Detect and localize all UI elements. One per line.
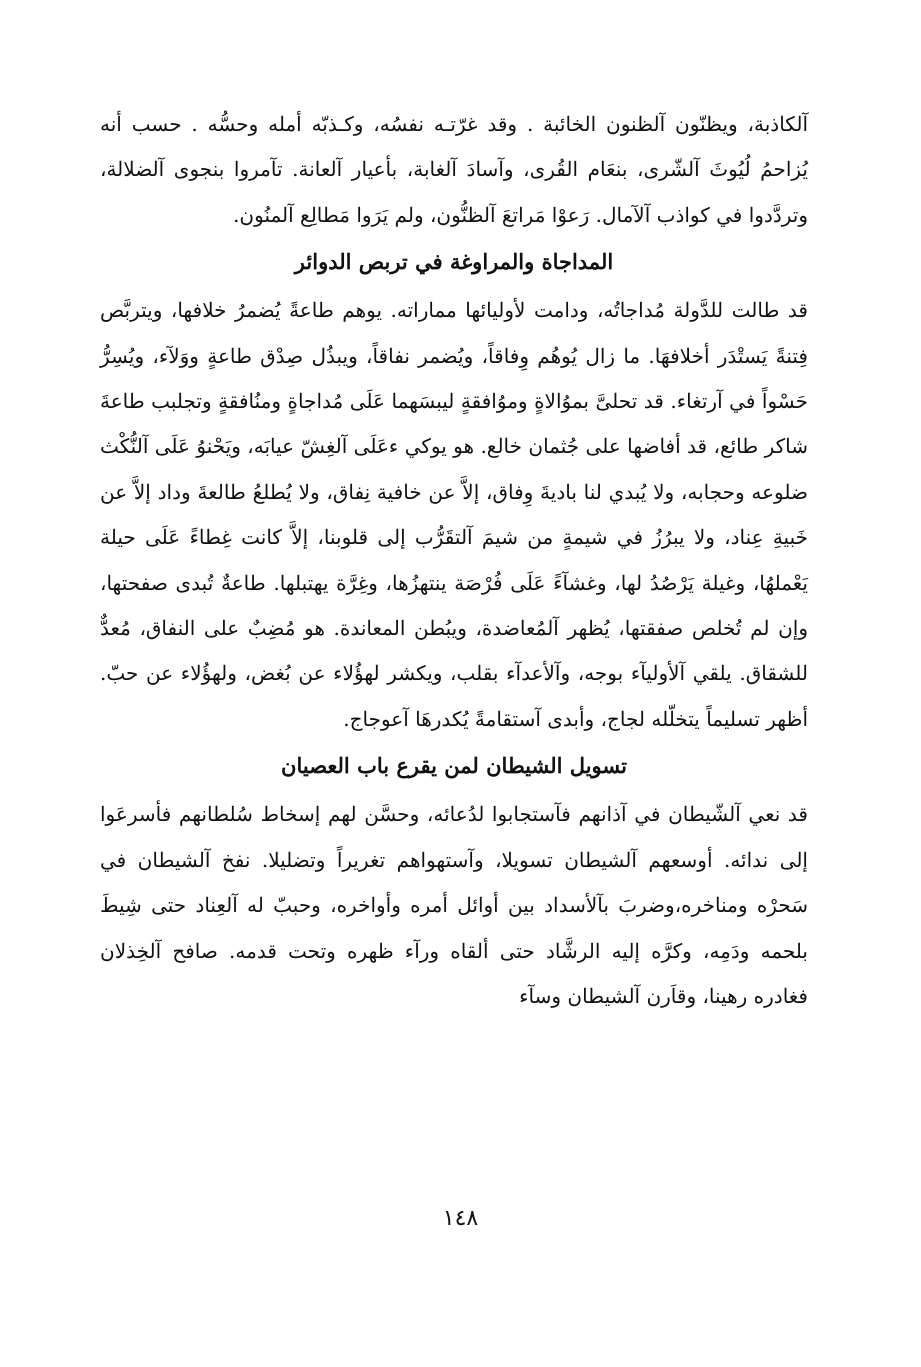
- paragraph-2: قد طالت للدَّولة مُداجاتُه، ودامت لأوليائها مماراته. يوهم طاعةً يُضمرُ خلافها، ويتربَّص فِتنةً يَستْدَر أخلافهَا. ما زال يُوهُم وِفاقاً، ويُضمر نفاقاً، ويبذُل صِدْق طاعةٍ ووَلآء، ويُسِرُّ حَسْواً في آرتغاء. قد تحلىَّ بموُالاةٍ وموُافقةٍ ليبسَهما عَلَى مُداجاةٍ ومنُافقةٍ وتجلبب طاعةَ شاكر طائع، قد أفاضها على جُثمان خالع. هو يوكي ءعَلَى آلغِشّ عيابَه، ويَحْنوُ عَلَى آلنُّكْث ضلوعه وحجابه، ولا يُبدي لنا باديةَ وِفاق، إلاَّ عن خافية نِفاق، ولا يُطلعُ طالعةَ وداد إلاَّ عن خَبيةِ عِناد، ولا يبرُزُ في شيمةٍ من شيمَ آلتقَرُّب إلى قلوبنا، إلاَّ كانت غِطاءً عَلَى حيلة يَعْملهُا، وغيلة يَرْصُدُ لها، وغشآءً عَلَى فُرْصَة ينتهزُها، وغِرَّة يهتبلها. طاعةٌ تُبدى صفحتها، وإن لم تُخلص صفقتها، يُظهر آلمُعاضدة، ويبُطن المعاندة. هو مُضِبٌ على النفاق، مُعدٌّ للشقاق. يلقي آلأوليآء بوجه، وآلأعدآء بقلب، ويكشر لهؤُلاء عن بُغض، ولهؤُلاء عن حبّ. أظهر تسليماً يتخلّله لجاج، وأبدى آستقامةً يُكدرهَا آعوجاج.: [100, 298, 808, 731]
- paragraph-3: قد نعي آلشّيطان في آذانهم فآستجابوا لدُعائه، وحسَّن لهم إسخاط سُلطانهم فأسرعَوا إلى ندائه. أوسعهم آلشيطان تسويلا، وآستهواهم تغريراً وتضليلا. نفخ آلشيطان في سَحرْه ومناخره،وضربَ بآلأسداد بين أوائل أمره وأواخره، وحببّ له آلعِناد حتى شِيطَ بلحمه ودَمِه، وكرَّه إليه الرشَّاد حتى ألقاه ورآء ظهره وتحت قدمه. صافح آلخِذلان فغادره رهينا، وقاَرن آلشيطان وسآء: [100, 802, 808, 1008]
- paragraph-1: آلكاذبة، ويظنّون آلظنون الخائبة . وقد غرّتـه نفسُه، وكـذبّه أمله وحسُّه . حسب أنه يُزاحمُ لُيُوثَ آلشّرى، بنعَام القُرى، وآسادَ آلغابة، بأعيار آلعانة. تآمروا بنجوى آلضلالة، وتردَّدوا في كواذب آلآمال. رَعوْا مَراتعَ آلظنُّون، ولم يَرَوا مَطالِع آلمنُون.: [100, 112, 808, 227]
- page-content: [100, 102, 808, 1019]
- section-heading-1: المداجاة والمراوغة في تربص الدوائر: [294, 249, 614, 275]
- page-number: ١٤٨: [442, 1206, 479, 1231]
- section-heading-2: تسويل الشيطان لمن يقرع باب العصيان: [281, 753, 627, 779]
